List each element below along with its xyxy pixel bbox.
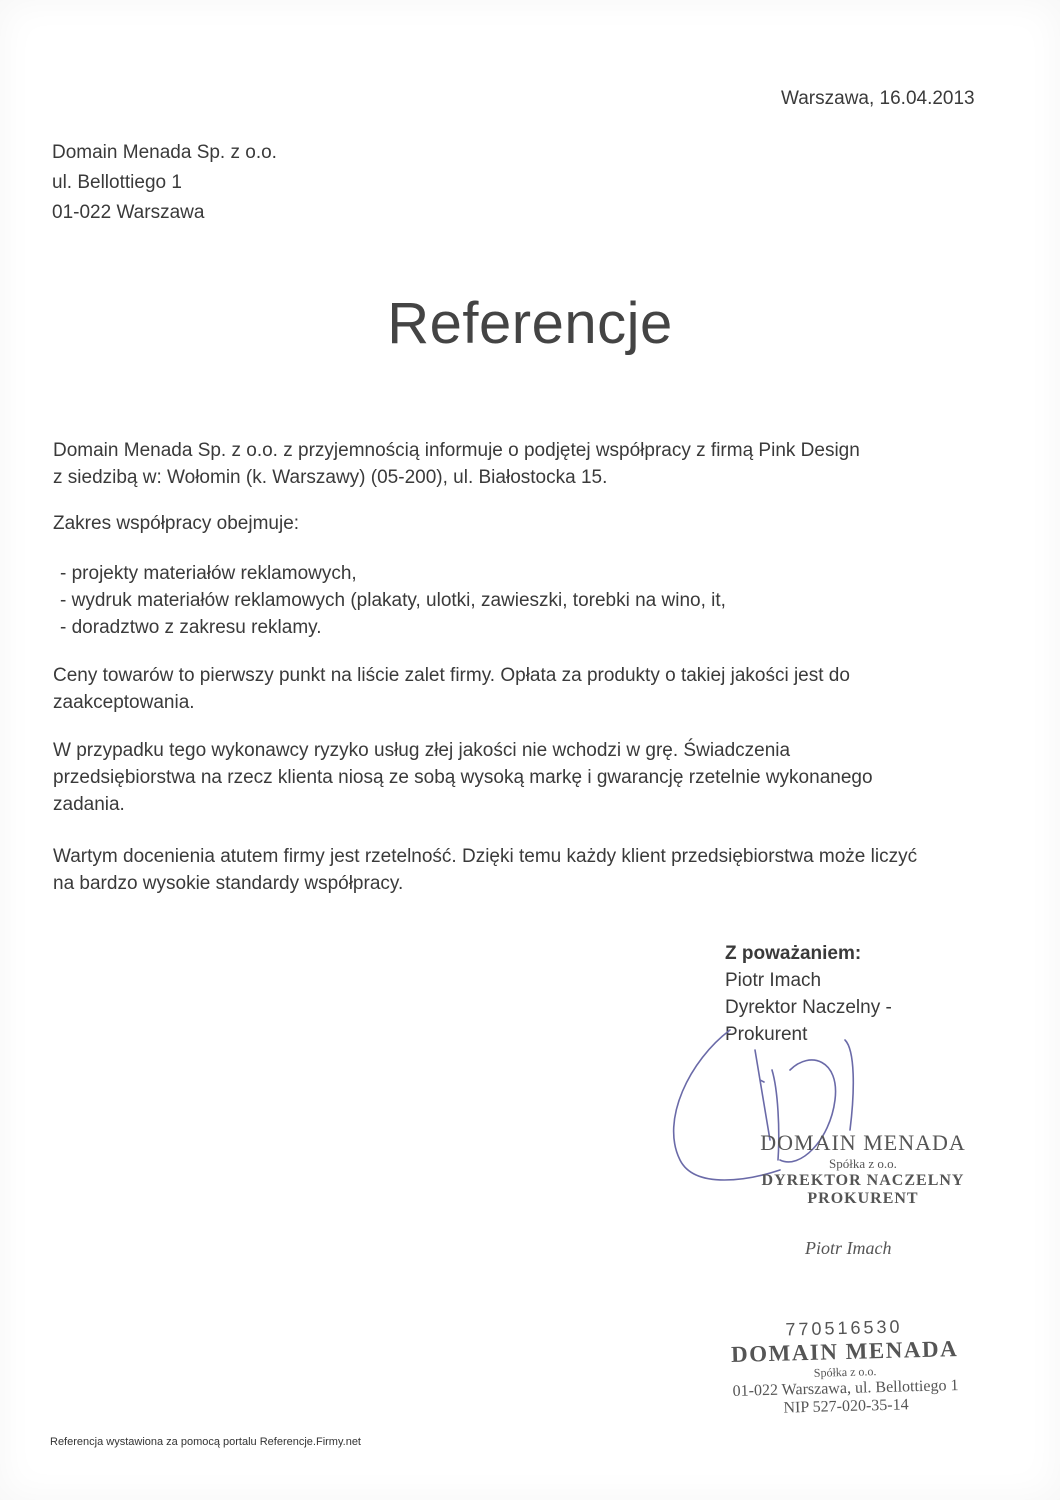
paragraph-line: Ceny towarów to pierwszy punkt na liście zalet firmy. Opłata za produkty o takiej jakości jest do [53, 665, 850, 686]
stamp-company: DOMAIN MENADA [760, 1130, 966, 1155]
closing-greeting: Z poważaniem: [725, 943, 862, 964]
paragraph-line: Wartym docenienia atutem firmy jest rzetelność. Dzięki temu każdy klient przedsiębiorstwa może liczyć [53, 846, 918, 867]
signer-position: Dyrektor Naczelny - [725, 997, 892, 1018]
stamp-signer-name: Piotr Imach [805, 1238, 892, 1258]
list-item: - doradztwo z zakresu reklamy. [60, 617, 322, 638]
signer-name: Piotr Imach [725, 970, 822, 991]
paragraph-line: zadania. [53, 794, 125, 815]
scope-list [60, 560, 960, 641]
paragraph-scope [53, 510, 953, 537]
list-item: - projekty materiałów reklamowych, [60, 563, 357, 584]
sender-city: 01-022 Warszawa [52, 202, 205, 223]
stamp-company: DOMAIN MENADA [730, 1336, 959, 1367]
paragraph-line: na bardzo wysokie standardy współpracy. [53, 873, 404, 894]
stamp-company-type: Spółka z o.o. [829, 1156, 897, 1171]
paragraph-intro [53, 437, 953, 491]
portal-footer-note: Referencja wystawiona za pomocą portalu Referencje.Firmy.net [50, 1436, 361, 1448]
position-stamp [728, 1130, 998, 1208]
paragraph-line: zaakceptowania. [53, 692, 195, 713]
company-stamp [709, 1314, 981, 1419]
sender-company: Domain Menada Sp. z o.o. [52, 142, 277, 163]
paragraph-line: przedsiębiorstwa na rzecz klienta niosą ze sobą wysoką markę i gwarancję rzetelnie wykonanego [53, 767, 873, 788]
stamp-role: PROKURENT [807, 1190, 919, 1207]
paragraph-line: Domain Menada Sp. z o.o. z przyjemnością informuje o podjętej współpracy z firmą Pink Design [53, 440, 860, 461]
sender-address-block [52, 138, 277, 228]
stamp-address: 01-022 Warszawa, ul. Bellottiego 1 [732, 1377, 959, 1400]
stamp-regon: 770516530 [785, 1316, 903, 1340]
paragraph-quality [53, 737, 953, 818]
stamp-nip: NIP 527-020-35-14 [783, 1396, 909, 1417]
signer-position: Prokurent [725, 1024, 808, 1045]
paragraph-prices [53, 662, 953, 716]
paragraph-line: W przypadku tego wykonawcy ryzyko usług złej jakości nie wchodzi w grę. Świadczenia [53, 740, 791, 761]
list-item: - wydruk materiałów reklamowych (plakaty, ulotki, zawieszki, torebki na wino, it, [60, 590, 726, 611]
paragraph-line: z siedzibą w: Wołomin (k. Warszawy) (05-200), ul. Białostocka 15. [53, 467, 608, 488]
stamp-role: DYREKTOR NACZELNY [761, 1172, 965, 1189]
document-title: Referencje [387, 291, 673, 356]
paragraph-line: Zakres współpracy obejmuje: [53, 513, 300, 534]
stamp-company-type: Spółka z o.o. [813, 1364, 877, 1380]
letter-date: Warszawa, 16.04.2013 [781, 88, 975, 109]
sender-street: ul. Bellottiego 1 [52, 172, 182, 193]
paragraph-reliability [53, 843, 953, 897]
